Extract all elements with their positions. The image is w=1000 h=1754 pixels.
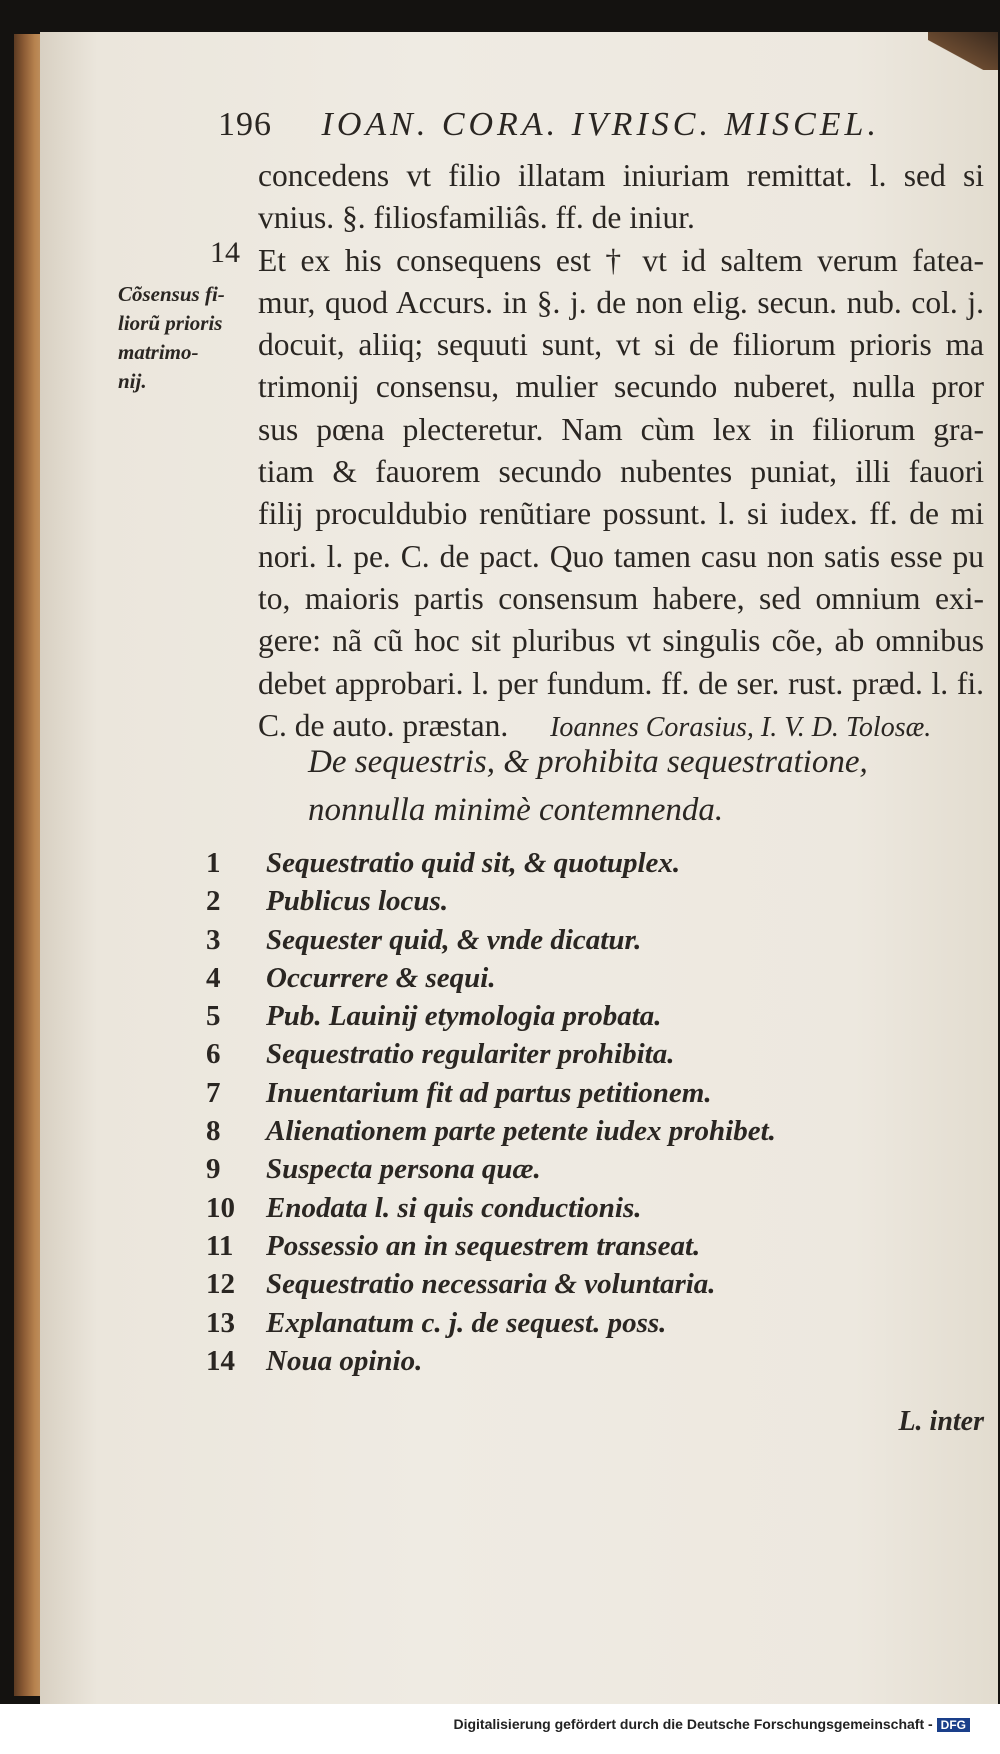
body-text [258, 155, 984, 747]
section-heading [308, 738, 988, 834]
index-item [206, 1265, 776, 1303]
text-line: mur, quod Accurs. in §. j. de non elig. secun. nub. col. j. [258, 284, 984, 320]
text-line: C. de auto. præstan. [258, 707, 509, 743]
index-item [206, 844, 776, 882]
footer-bar [0, 1704, 1000, 1754]
index-text: Occurrere & sequi. [266, 961, 496, 994]
margin-note-line: Cõsensus fi- [118, 282, 225, 306]
index-number: 8 [206, 1115, 221, 1148]
index-number: 1 [206, 847, 221, 879]
text-line: sus pœna plecteretur. Nam cùm lex in filiorum gra- [258, 411, 984, 447]
index-item [206, 882, 776, 920]
index-text: Sequestratio regulariter prohibita. [266, 1038, 675, 1071]
section-heading-line: nonnulla minimè contemnenda. [308, 792, 724, 828]
index-text: Suspecta persona quæ. [266, 1153, 541, 1186]
index-item [206, 1112, 776, 1150]
paragraph-number: 14 [210, 236, 240, 269]
index-text: Sequester quid, & vnde dicatur. [266, 923, 642, 956]
margin-note-line: liorũ prioris [118, 311, 223, 335]
text-line: Et ex his consequens est † vt id saltem verum fatea- [258, 242, 984, 278]
index-number: 4 [206, 961, 221, 994]
index-number: 13 [206, 1306, 235, 1339]
running-header [218, 106, 880, 144]
index-item [206, 1304, 776, 1342]
index-item [206, 1150, 776, 1188]
summary-index [206, 844, 776, 1380]
margin-note-line: matrimo- [118, 340, 199, 364]
text-line: vnius. §. filiosfamiliâs. ff. de iniur. [258, 200, 695, 236]
index-number: 5 [206, 1000, 221, 1033]
index-number: 11 [206, 1229, 234, 1262]
index-number: 12 [206, 1268, 235, 1301]
index-item [206, 1227, 776, 1265]
index-text: Alienationem parte petente iudex prohibet. [266, 1115, 776, 1148]
dfg-logo: DFG [937, 1718, 970, 1732]
index-text: Noua opinio. [266, 1344, 423, 1377]
text-line: filij proculdubio renũtiare possunt. l. si iudex. ff. de mi [258, 496, 984, 532]
running-title: IOAN. CORA. IVRISC. MISCEL. [321, 106, 880, 143]
index-item [206, 997, 776, 1035]
index-item [206, 1074, 776, 1112]
index-number: 6 [206, 1038, 221, 1071]
author-signature: Ioannes Corasius, I. V. D. Tolosæ. [550, 711, 932, 743]
index-text: Sequestratio necessaria & voluntaria. [266, 1268, 716, 1301]
index-text: Pub. Lauinij etymologia probata. [266, 1000, 662, 1033]
text-line: to, maioris partis consensum habere, sed omnium exi- [258, 580, 984, 616]
text-line: concedens vt filio illatam iniuriam remittat. l. sed si [258, 158, 984, 193]
index-text: Explanatum c. j. de sequest. poss. [266, 1306, 667, 1339]
text-line: gere: nã cũ hoc sit pluribus vt singulis cõe, ab omnibus [258, 623, 984, 659]
index-number: 10 [206, 1191, 235, 1224]
index-item [206, 1342, 776, 1380]
index-text: Sequestratio quid sit, & quotuplex. [266, 847, 681, 879]
text-line: tiam & fauorem secundo nubentes puniat, illi fauori [258, 454, 984, 490]
section-heading-line: De sequestris, & prohibita sequestratione, [308, 744, 868, 780]
text-line: trimonij consensu, mulier secundo nuberet, nulla pror [258, 369, 984, 405]
page-corner [928, 32, 998, 70]
index-item [206, 921, 776, 959]
index-text: Possessio an in sequestrem transeat. [266, 1229, 701, 1262]
index-number: 7 [206, 1076, 221, 1109]
index-item [206, 959, 776, 997]
index-number: 2 [206, 885, 221, 918]
text-line: docuit, aliiq; sequuti sunt, vt si de filiorum prioris ma [258, 327, 984, 363]
index-number: 14 [206, 1344, 235, 1377]
footer-credit-text: Digitalisierung gefördert durch die Deutsche Forschungsgemeinschaft - [453, 1716, 933, 1732]
index-item [206, 1189, 776, 1227]
margin-note-line: nij. [118, 369, 147, 393]
margin-note [118, 280, 258, 396]
index-number: 9 [206, 1153, 221, 1186]
catchword: L. inter [898, 1406, 984, 1437]
footer-credit [453, 1716, 970, 1732]
text-line: nori. l. pe. C. de pact. Quo tamen casu non satis esse pu [258, 538, 984, 574]
text-line: debet approbari. l. per fundum. ff. de ser. rust. præd. l. fi. [258, 665, 984, 701]
index-text: Inuentarium fit ad partus petitionem. [266, 1076, 712, 1109]
index-item [206, 1035, 776, 1073]
index-number: 3 [206, 923, 221, 956]
page-number: 196 [218, 106, 272, 143]
index-text: Publicus locus. [266, 885, 449, 918]
index-text: Enodata l. si quis conductionis. [266, 1191, 642, 1224]
